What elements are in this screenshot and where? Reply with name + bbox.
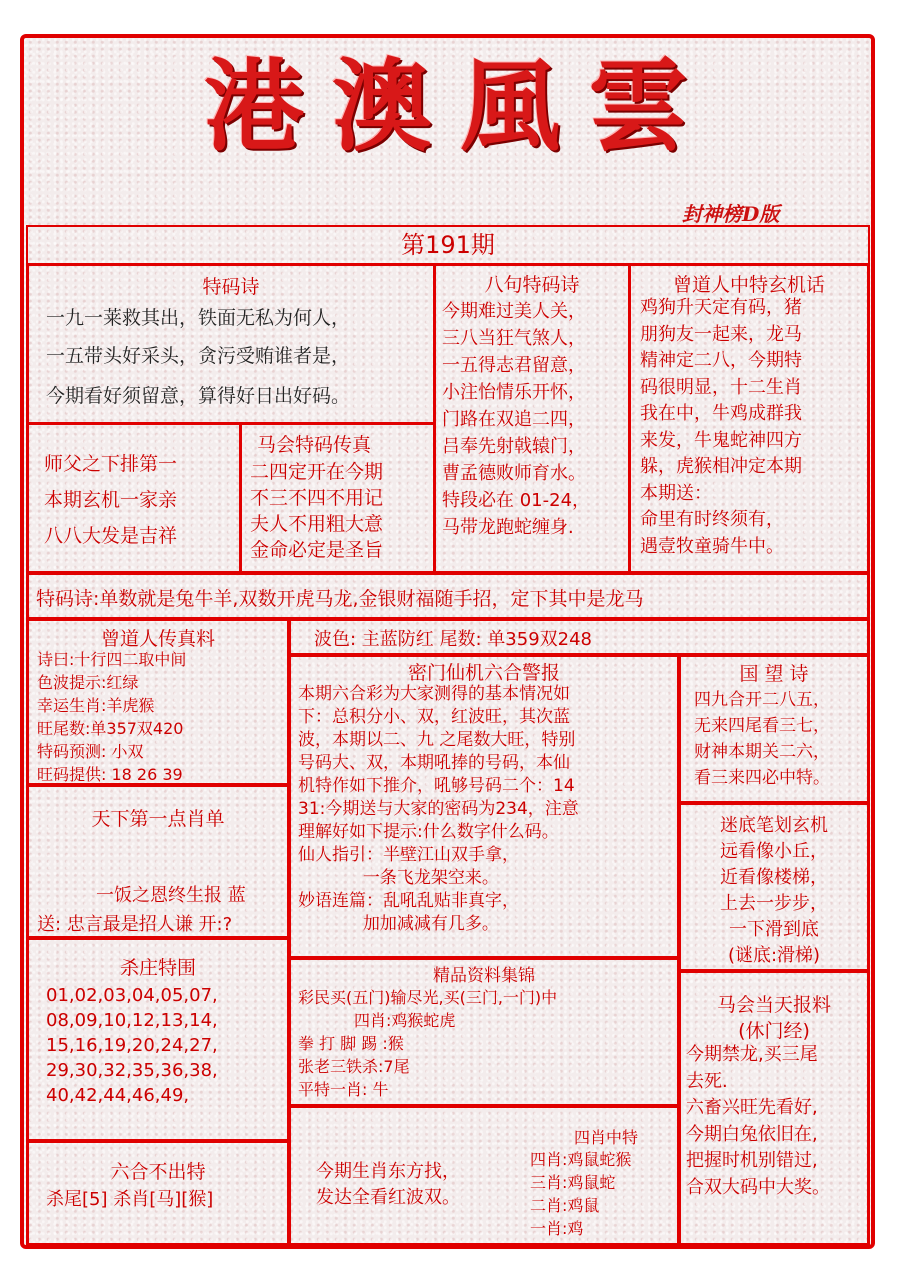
eight-line: 马带龙跑蛇缠身.: [442, 517, 574, 538]
zeng-line: 命里有时终须有，: [640, 509, 784, 530]
zeng-line: 来发，牛鬼蛇神四方: [640, 429, 802, 451]
eight-line: 特段必在 01-24，: [442, 490, 591, 511]
secret-line: 理解好如下提示:什么数字什么码。: [298, 822, 559, 842]
poem1-line: 一九一莱救其出，铁面无私为何人，: [46, 307, 351, 329]
secret-line: 号码大、双，本期吼捧的号码，本仙: [298, 753, 570, 773]
collect-line: 平特一肖: 牛: [298, 1080, 389, 1099]
fax-line: 二四定开在今期: [250, 461, 384, 483]
four-line: 二肖:鸡鼠: [530, 1196, 600, 1215]
poem1-title: 特码诗: [202, 276, 260, 298]
kill-line: 29,30,32,35,36,38,: [46, 1060, 218, 1081]
fax-line: 金命必定是圣旨: [250, 539, 384, 561]
zengfax-line: 旺尾数:单357双420: [37, 719, 184, 738]
zeng-line: 本期送：: [640, 482, 712, 504]
eight-title: 八句特码诗: [484, 274, 580, 296]
zeng-line: 鸡狗升天定有码，猪: [640, 297, 802, 318]
issue-number: 第191期: [401, 231, 495, 259]
single-line: 一饭之恩终生报 蓝: [96, 885, 246, 906]
master-line: 本期玄机一家亲: [44, 489, 178, 511]
single-title: 天下第一点肖单: [91, 808, 225, 830]
east-line: 今期生肖东方找，: [316, 1161, 460, 1182]
horse-subtitle: (休门经): [738, 1020, 810, 1042]
zeng-line: 朋狗友一起来，龙马: [640, 323, 802, 345]
collect-line: 拳 打 脚 踢 :猴: [298, 1034, 404, 1053]
fax-line: 夫人不用粗大意: [250, 513, 384, 535]
horse-line: 把握时机别错过,: [686, 1150, 818, 1171]
secret-line: 波，本期以二、九 之尾数大旺，特别: [298, 730, 576, 750]
riddle-line: 迷底笔划玄机: [720, 815, 828, 836]
horse-line: 去死.: [686, 1070, 728, 1092]
fax-title: 马会特码传真: [257, 434, 372, 456]
eight-line: 今期难过美人关，: [442, 301, 586, 322]
guowang-list: [694, 687, 830, 791]
zeng-line: 码很明显，十二生肖: [640, 376, 802, 398]
kill-line: 01,02,03,04,05,07,: [46, 985, 218, 1006]
secret-line: 下：总积分小、双，红波旺，其次蓝: [298, 707, 570, 727]
eight-list: [442, 298, 590, 541]
horse-line: 六畜兴旺先看好,: [686, 1097, 818, 1118]
riddle-line: 上去一步步，: [720, 893, 828, 914]
east-line: 发达全看红波双。: [316, 1187, 460, 1208]
banner-text: 特码诗:单数就是兔牛羊,双数开虎马龙,金银财福随手招，定下其中是龙马: [36, 588, 644, 610]
secret-line: 本期六合彩为大家测得的基本情况如: [298, 684, 570, 704]
horse-list: [686, 1042, 830, 1201]
zeng-list: [640, 295, 802, 560]
guowang-line: 财神本期关二六，: [694, 742, 830, 762]
poem1-line: 今期看好须留意，算得好日出好码。: [46, 385, 351, 407]
riddle-line: (谜底:滑梯): [727, 945, 821, 966]
riddle-line: 近看像楼梯，: [720, 867, 828, 888]
masthead-title: 港澳風雲: [204, 47, 716, 165]
riddle-line: 远看像小丘，: [720, 841, 828, 862]
zeng-line: 遇壹牧童骑牛中。: [640, 535, 784, 557]
eight-line: 门路在双追二四，: [442, 409, 586, 430]
zeng-title: 曾道人中特玄机话: [672, 274, 825, 296]
master-line: 师父之下排第一: [44, 453, 178, 475]
riddle-line: 一下滑到底: [729, 919, 819, 940]
eight-line: 三八当狂气煞人，: [442, 328, 586, 349]
guowang-line: 看三来四必中特。: [694, 768, 830, 788]
edition-label: 封神榜D版: [682, 202, 780, 226]
guowang-title: 国 望 诗: [739, 663, 809, 685]
four-title: 四肖中特: [574, 1128, 639, 1147]
kill-line: 40,42,44,46,49,: [46, 1085, 190, 1106]
collect-line: 四肖:鸡猴蛇虎: [298, 1011, 456, 1030]
secret-line: 加加减减有几多。: [298, 914, 499, 934]
zengfax-title: 曾道人传真料: [100, 628, 215, 650]
eight-line: 吕奉先射戟辕门，: [442, 436, 586, 457]
zeng-line: 躲，虎猴相冲定本期: [640, 456, 802, 477]
kill-line: 08,09,10,12,13,14,: [46, 1010, 218, 1031]
secret-line: 一条飞龙架空来。: [298, 868, 499, 888]
zengfax-line: 诗曰:十行四二取中间: [37, 650, 187, 669]
nosix-title: 六合不出特: [110, 1161, 206, 1183]
single-line: 送: 忠言最是招人谦 开:?: [37, 914, 233, 935]
guowang-line: 无来四尾看三七，: [694, 716, 830, 736]
horse-title: 马会当天报料: [716, 994, 831, 1016]
riddle-list: [678, 813, 870, 969]
collect-list: [298, 986, 557, 1101]
horse-line: 合双大码中大奖。: [686, 1176, 830, 1198]
four-line: 三肖:鸡鼠蛇: [530, 1173, 616, 1192]
kill-line: 15,16,19,20,24,27,: [46, 1035, 218, 1056]
four-line: 四肖:鸡鼠蛇猴: [530, 1150, 632, 1169]
kill-list: [46, 983, 218, 1108]
zengfax-line: 旺码提供: 18 26 39: [37, 765, 183, 784]
four-line: 一肖:鸡: [530, 1219, 584, 1238]
zengfax-line: 色波提示:红绿: [37, 673, 139, 692]
wave-line: 波色: 主蓝防红 尾数: 单359双248: [314, 629, 593, 650]
secret-line: 31:今期送与大家的密码为234，注意: [298, 799, 579, 819]
horse-line: 今期白兔依旧在,: [686, 1123, 818, 1145]
zengfax-line: 幸运生肖:羊虎猴: [37, 696, 155, 715]
zeng-line: 我在中，牛鸡成群我: [640, 403, 802, 424]
master-line: 八八大发是吉祥: [44, 525, 178, 547]
zengfax-line: 特码预测: 小双: [37, 742, 144, 761]
zengfax-list: [37, 648, 186, 786]
secret-list: [298, 683, 579, 936]
collect-line: 张老三铁杀:7尾: [298, 1057, 410, 1076]
horse-line: 今期禁龙,买三尾: [686, 1044, 818, 1065]
collect-title: 精品资料集锦: [433, 966, 535, 986]
guowang-line: 四九合开二八五，: [694, 690, 830, 710]
fax-line: 不三不四不用记: [250, 487, 384, 509]
poem1-line: 一五带头好采头，贪污受贿谁者是，: [46, 345, 351, 367]
eight-line: 小注怡情乐开怀，: [442, 382, 586, 403]
nosix-line: 杀尾[5] 杀肖[马][猴]: [46, 1189, 214, 1210]
secret-title: 密门仙机六合警报: [407, 662, 560, 684]
kill-title: 杀庄特围: [119, 957, 196, 979]
eight-line: 一五得志君留意，: [442, 355, 586, 376]
zeng-line: 精神定二八，今期特: [640, 350, 802, 371]
secret-line: 仙人指引：半壁江山双手拿，: [298, 845, 519, 865]
four-list: [530, 1148, 631, 1240]
secret-line: 妙语连篇：乱吼乱贴非真字，: [298, 891, 519, 911]
secret-line: 机特作如下推介，吼够号码二个：14: [298, 776, 575, 796]
collect-line: 彩民买(五门)输尽光,买(三门,一门)中: [298, 988, 558, 1007]
eight-line: 曹孟德败师育水。: [442, 463, 586, 484]
